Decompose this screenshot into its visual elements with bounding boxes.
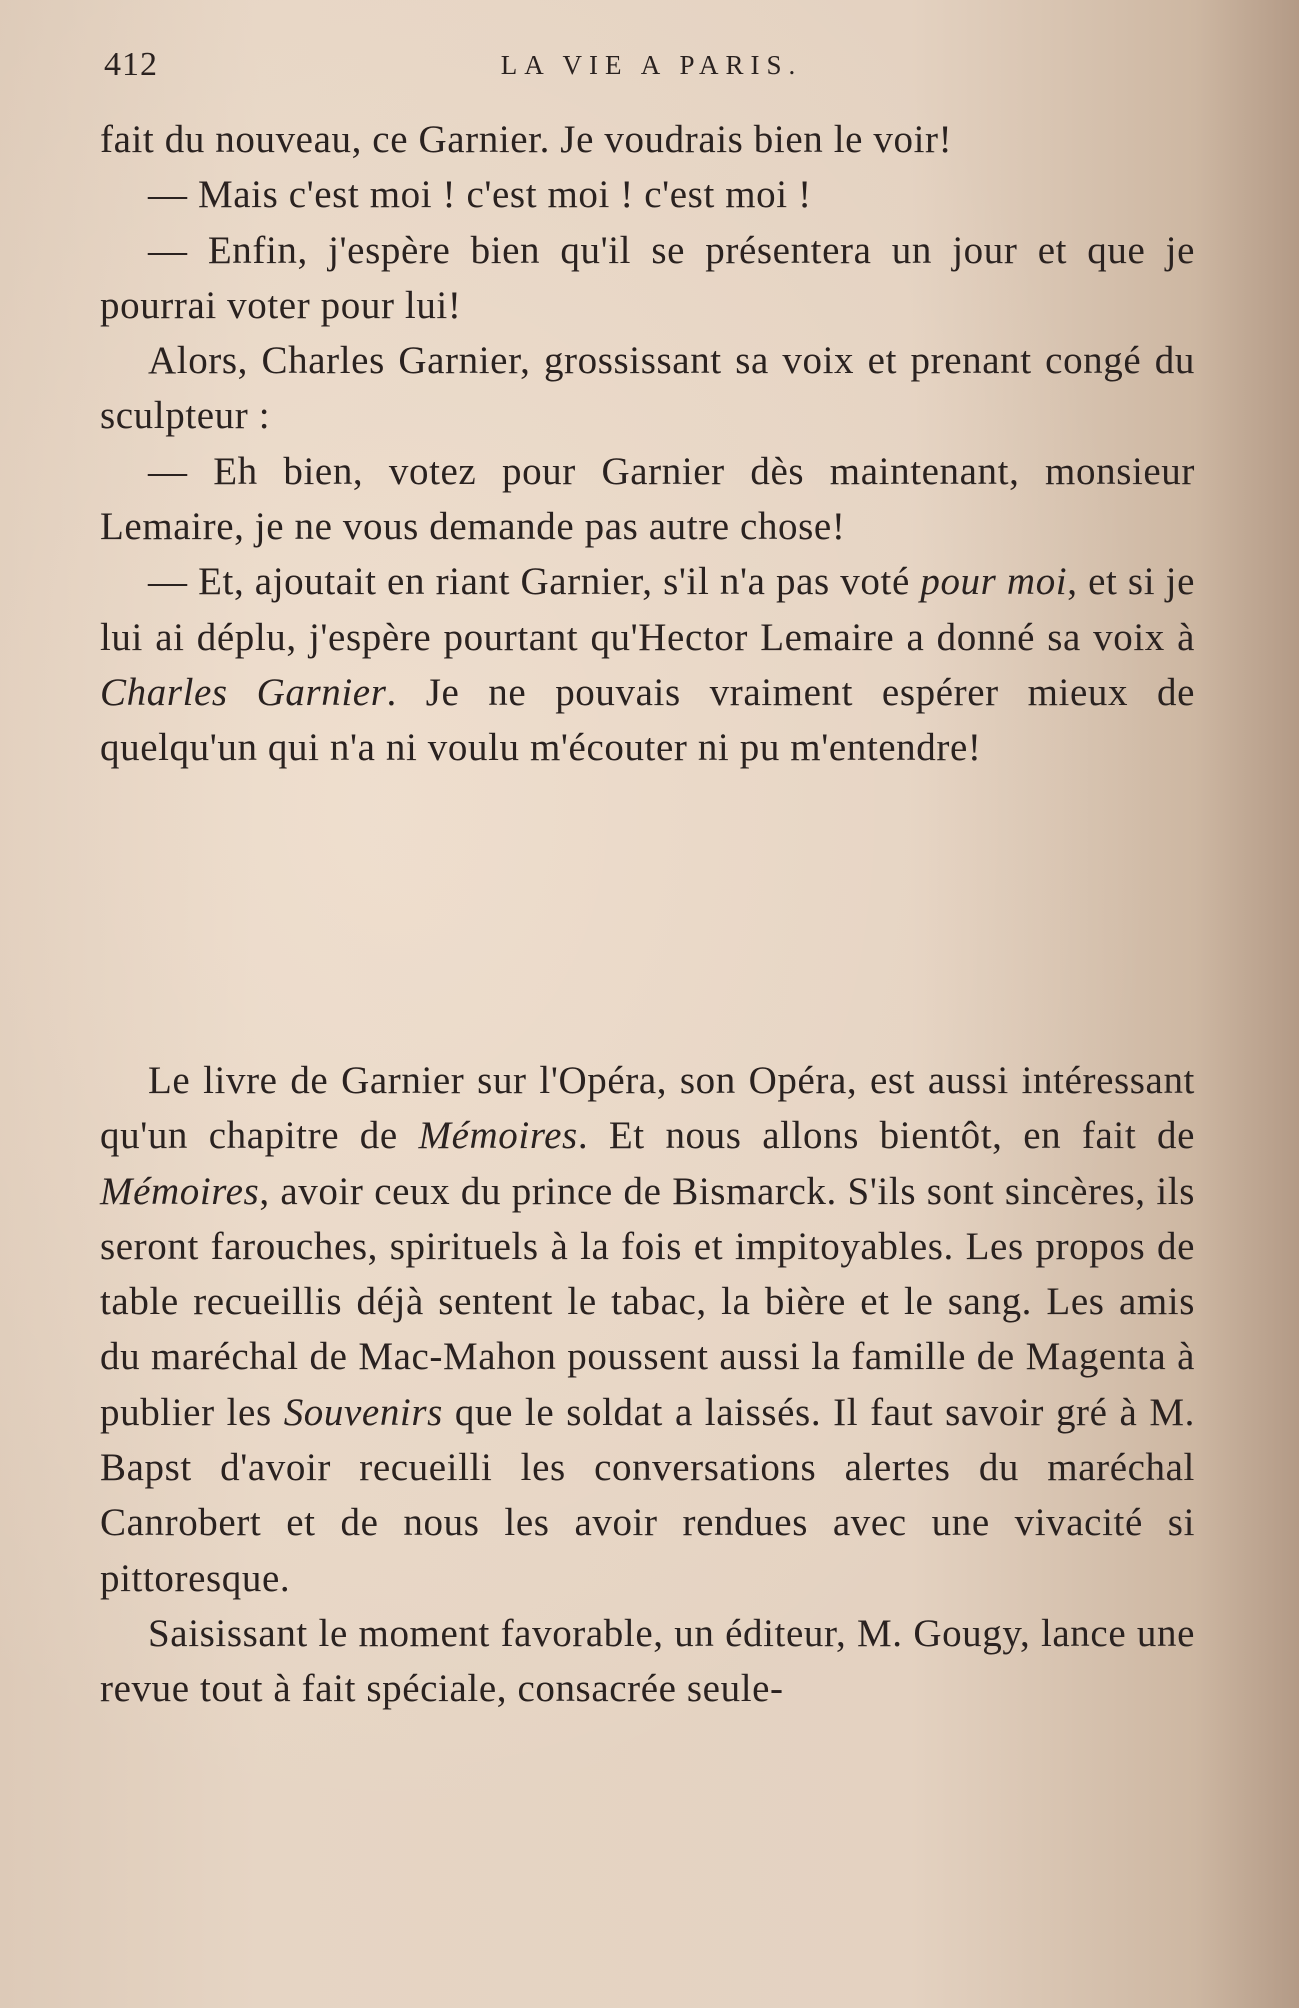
italic-text-run: Mémoires (100, 1169, 260, 1213)
text-run: , et si je lui ai déplu, j'espère pourtant qu'Hector Lemaire a donné sa voix à (100, 560, 1195, 659)
text-run: — Et, ajoutait en riant Garnier, s'il n'a pas voté (148, 560, 921, 604)
italic-text-run: Charles Garnier (100, 670, 387, 714)
text-run: — Mais c'est moi ! c'est moi ! c'est moi ! (148, 173, 812, 217)
paragraph (100, 112, 1195, 167)
running-title: LA VIE A PARIS. (500, 50, 803, 80)
italic-text-run: Mémoires (418, 1114, 578, 1158)
text-run: — Eh bien, votez pour Garnier dès maintenant, monsieur Lemaire, je ne vous demande pas autre chose! (100, 449, 1195, 549)
text-run: que le soldat a laissés. Il faut savoir gré à M. Bapst d'avoir recueilli les conversations alertes du maréchal Canrobert et de nous les avoir rendues avec une vivacité si pittoresque. (100, 1390, 1195, 1600)
paragraph (100, 444, 1195, 555)
text-run: Saisissant le moment favorable, un éditeur, M. Gougy, lance une revue tout à fait spéciale, consacrée seule- (100, 1611, 1195, 1711)
italic-text-run: pour moi (920, 560, 1068, 604)
paragraph (100, 554, 1195, 775)
paragraph (100, 333, 1195, 444)
text-section-dialogue (100, 112, 1195, 776)
paragraph (100, 223, 1195, 334)
text-run: Le livre de Garnier sur l'Opéra, son Opéra, est aussi intéressant qu'un chapitre de (100, 1059, 1195, 1158)
text-run: fait du nouveau, ce Garnier. Je voudrais bien le voir! (100, 118, 953, 161)
page-number: 412 (104, 46, 158, 83)
text-run: Alors, Charles Garnier, grossissant sa voix et prenant congé du sculpteur : (100, 339, 1195, 438)
text-run: . Je ne pouvais vraiment espérer mieux de quelqu'un qui n'a ni voulu m'écouter ni pu m'entendre! (100, 670, 1195, 770)
text-run: — Enfin, j'espère bien qu'il se présentera un jour et que je pourrai voter pour lui! (100, 228, 1195, 327)
text-run: . Et nous allons bientôt, en fait de (577, 1114, 1195, 1158)
text-run: , avoir ceux du prince de Bismarck. S'ils sont sincères, ils seront farouches, spirituels à la fois et impitoyables. Les propos de table recueillis déjà sentent le tabac, la bière et le sang. Les amis du maréchal de Mac-Mahon poussent aussi la famille de Magenta à publier les (100, 1169, 1195, 1434)
text-section-memoirs (100, 1053, 1195, 1717)
paragraph (100, 167, 1195, 222)
italic-text-run: Souvenirs (283, 1390, 443, 1434)
paragraph (100, 1053, 1195, 1606)
paragraph (100, 1606, 1195, 1717)
page-header (104, 46, 1199, 86)
